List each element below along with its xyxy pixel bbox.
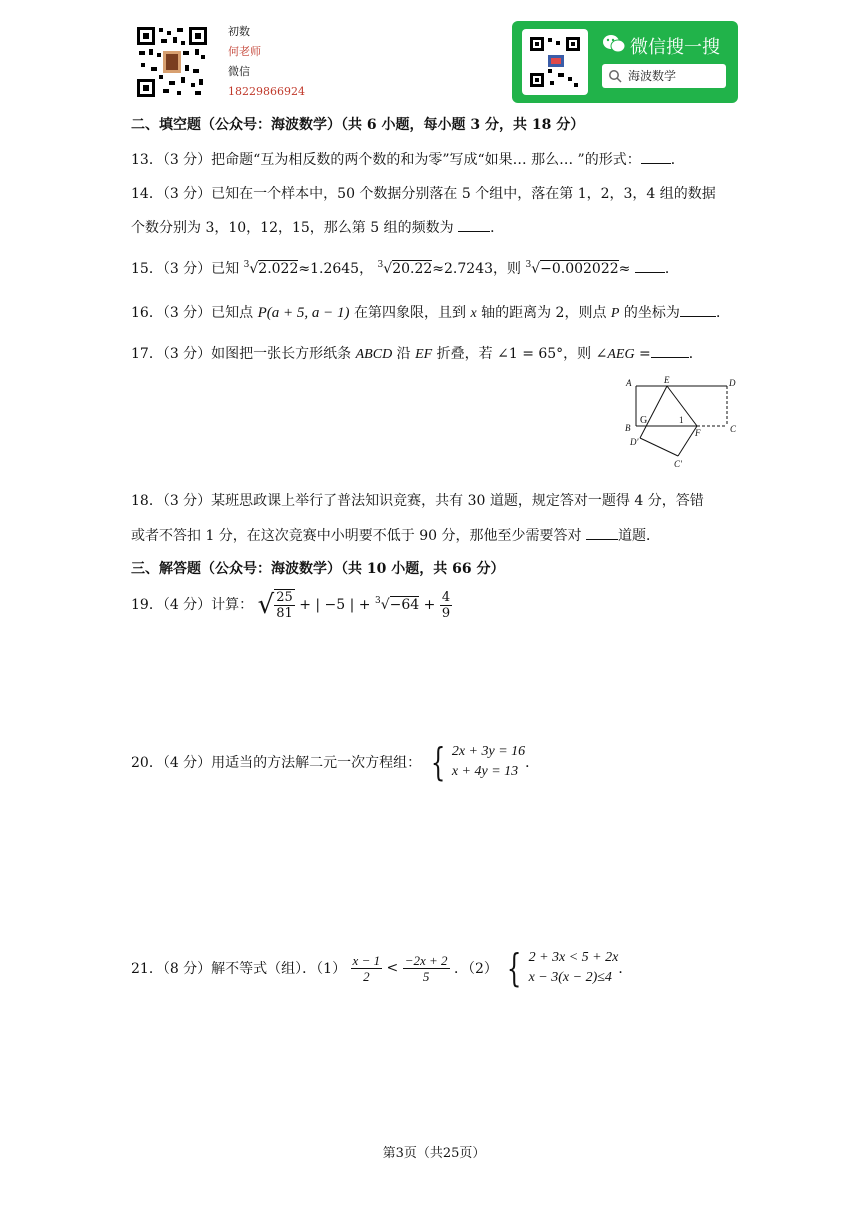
question-20	[131, 742, 539, 782]
q14-text-1: 已知在一个样本中，50 个数据分别落在 5 个组中，落在第 1，2，3，4 组的数据	[211, 186, 716, 202]
q17-end: ．	[688, 346, 703, 362]
question-18-line2	[131, 525, 660, 545]
q20-end: ．	[525, 755, 540, 771]
question-16	[131, 302, 730, 322]
q15-answer-blank	[635, 258, 665, 273]
q19-plus: +	[419, 597, 440, 613]
q14-end: ．	[490, 220, 505, 236]
q21-inequality-system	[502, 948, 618, 988]
q15-pre: 已知	[211, 261, 240, 277]
q21-ineq2: x − 3(x − 2)≤4	[528, 970, 612, 985]
label-F: F	[695, 428, 701, 438]
q19-pre: 计算：	[211, 597, 254, 613]
q15-radical-3: √	[531, 261, 541, 277]
contact-info	[228, 22, 305, 102]
contact-wechat-label: 微信	[228, 65, 250, 78]
q15-radicand-1: 2.022	[258, 261, 299, 277]
q19-f1-denominator: 81	[276, 606, 293, 621]
edge-D-prime-C-prime	[640, 438, 678, 456]
q17-mid: 沿	[392, 346, 416, 362]
q16-answer-blank	[680, 302, 716, 317]
label-G: G	[640, 415, 648, 426]
q15-cube-index-1: 3	[243, 260, 250, 270]
q21-fraction-2	[403, 953, 450, 984]
question-14-line1	[131, 183, 716, 203]
q18-text-2: 或者不答扣 1 分，在这次竞赛中小明要不低于 90 分，那他至少需要答对	[131, 528, 582, 544]
question-15	[131, 258, 679, 278]
q18-text-1: 某班思政课上举行了普法知识竞赛，共有 30 道题，规定答对一题得 4 分，答错	[211, 493, 704, 509]
q16-mid: 在第四象限，且到	[349, 305, 471, 321]
edge-C-prime-F	[678, 426, 697, 456]
q17-aeg: AEG	[607, 347, 635, 362]
q13-answer-blank	[641, 149, 671, 164]
section-heading-fill-blank: 二、填空题（公众号：海波数学）（共 6 小题，每小题 3 分，共 18 分）	[131, 117, 585, 133]
q15-radicand-3: −0.002022	[540, 261, 619, 277]
q21-brace: {	[507, 946, 522, 990]
q17-ef: EF	[415, 347, 433, 362]
label-C-prime: C'	[674, 459, 682, 469]
q21-f2-numerator: −2x + 2	[404, 952, 448, 968]
q13-text: 把命题“互为相反数的两个数的和为零”写成“如果… 那么… ”的形式：	[211, 152, 641, 168]
q15-end: ．	[664, 261, 679, 277]
contact-teacher: 何老师	[228, 45, 261, 58]
q20-pre: 用适当的方法解二元一次方程组：	[211, 755, 422, 771]
label-E: E	[664, 375, 670, 385]
q21-f1-denominator: 2	[363, 968, 370, 984]
q15-approx-1: ≈1.2645，	[298, 261, 374, 277]
q14-text-2: 个数分别为 3，10，12，15，那么第 5 组的频数为	[131, 220, 454, 236]
q15-radicand-2: 20.22	[392, 261, 433, 277]
q16-number: 16．（3 分）	[131, 305, 212, 321]
q15-cube-index-2: 3	[377, 260, 384, 270]
q19-fraction-2	[440, 590, 452, 621]
question-18-line1	[131, 490, 704, 510]
q16-x: x	[470, 306, 477, 321]
question-21	[131, 948, 632, 988]
q19-mid: + | −5 | +	[299, 597, 375, 613]
q15-number: 15．（3 分）	[131, 261, 212, 277]
q16-mid2: 轴的距离为 2，则点	[476, 305, 611, 321]
q19-fraction-1	[274, 589, 295, 621]
q17-pre: 如图把一张长方形纸条	[211, 346, 356, 362]
q16-end: ．	[715, 305, 730, 321]
edge-ED-prime	[640, 386, 667, 438]
label-A: A	[626, 378, 632, 388]
q19-cube-index: 3	[375, 596, 381, 606]
search-icon	[608, 69, 622, 83]
q20-brace: {	[430, 740, 445, 784]
section-heading-solve: 三、解答题（公众号：海波数学）（共 10 小题，共 66 分）	[131, 561, 505, 577]
q14-answer-blank	[458, 217, 490, 232]
q15-cube-index-3: 3	[525, 260, 532, 270]
q21-f2-denominator: 5	[422, 968, 430, 984]
q19-radical: √	[380, 597, 390, 613]
q18-number: 18．（3 分）	[131, 493, 212, 509]
q21-part2: ．（2）	[454, 961, 498, 977]
q14-number: 14．（3 分）	[131, 186, 212, 202]
q18-answer-blank	[586, 525, 618, 540]
q17-abcd: ABCD	[355, 347, 393, 362]
q21-lt: <	[382, 960, 403, 976]
q18-end: 道题．	[617, 528, 660, 544]
label-D-prime: D'	[630, 437, 639, 447]
q20-number: 20．（4 分）	[131, 755, 212, 771]
contact-subject: 初数	[228, 25, 250, 38]
question-19	[131, 589, 452, 621]
question-17	[131, 343, 703, 363]
q15-approx-2: ≈2.7243，则	[432, 261, 522, 277]
q15-radical-1: √	[249, 261, 259, 277]
q19-number: 19．（4 分）	[131, 597, 212, 613]
question-13	[131, 149, 685, 169]
contact-phone: 18229866924	[228, 85, 305, 98]
q19-f1-numerator: 25	[276, 590, 293, 605]
q16-P: P	[610, 306, 620, 321]
q19-f2-numerator: 4	[441, 589, 451, 605]
q21-ineq1: 2 + 3x < 5 + 2x	[528, 950, 619, 965]
label-D: D	[729, 378, 736, 388]
question-14-line2	[131, 217, 504, 237]
q19-radicand: −64	[389, 597, 420, 613]
q20-eq1: 2x + 3y = 16	[451, 744, 526, 759]
fold-figure	[622, 374, 742, 472]
q20-equation-system	[426, 742, 526, 782]
q20-eq2: x + 4y = 13	[451, 764, 519, 779]
label-C: C	[730, 424, 737, 434]
q21-end: ．	[618, 961, 633, 977]
q17-mid2: 折叠，若 ∠1 = 65°，则 ∠	[432, 346, 608, 362]
q17-number: 17．（3 分）	[131, 346, 212, 362]
wechat-search-box	[602, 64, 726, 88]
page-footer: 第3页（共25页）	[382, 1146, 486, 1161]
qr-code-left	[135, 25, 209, 99]
wechat-icon	[602, 33, 626, 55]
label-B: B	[625, 423, 631, 433]
q16-point: P(a + 5, a − 1)	[257, 305, 350, 321]
q16-post: 的坐标为	[619, 305, 680, 321]
label-1: 1	[679, 415, 684, 425]
q19-f2-denominator: 9	[441, 605, 451, 621]
qr-code-right	[522, 29, 588, 95]
q16-pre: 已知点	[211, 305, 258, 321]
wechat-search-title: 微信搜一搜	[630, 37, 720, 58]
q13-number: 13．（3 分）	[131, 152, 212, 168]
q21-number: 21．（8 分）	[131, 961, 212, 977]
q21-f1-numerator: x − 1	[352, 952, 381, 968]
wechat-search-banner	[512, 21, 738, 103]
q21-pre: 解不等式（组）．（1）	[211, 961, 347, 977]
q13-end: ．	[670, 152, 685, 168]
q19-sqrt-sign: √	[257, 590, 275, 620]
q15-approx-3: ≈	[618, 261, 631, 277]
q17-eq: =	[634, 346, 651, 362]
q15-radical-2: √	[383, 261, 393, 277]
q17-answer-blank	[651, 343, 689, 358]
wechat-search-text: 海波数学	[628, 69, 677, 83]
q21-fraction-1	[351, 953, 383, 984]
